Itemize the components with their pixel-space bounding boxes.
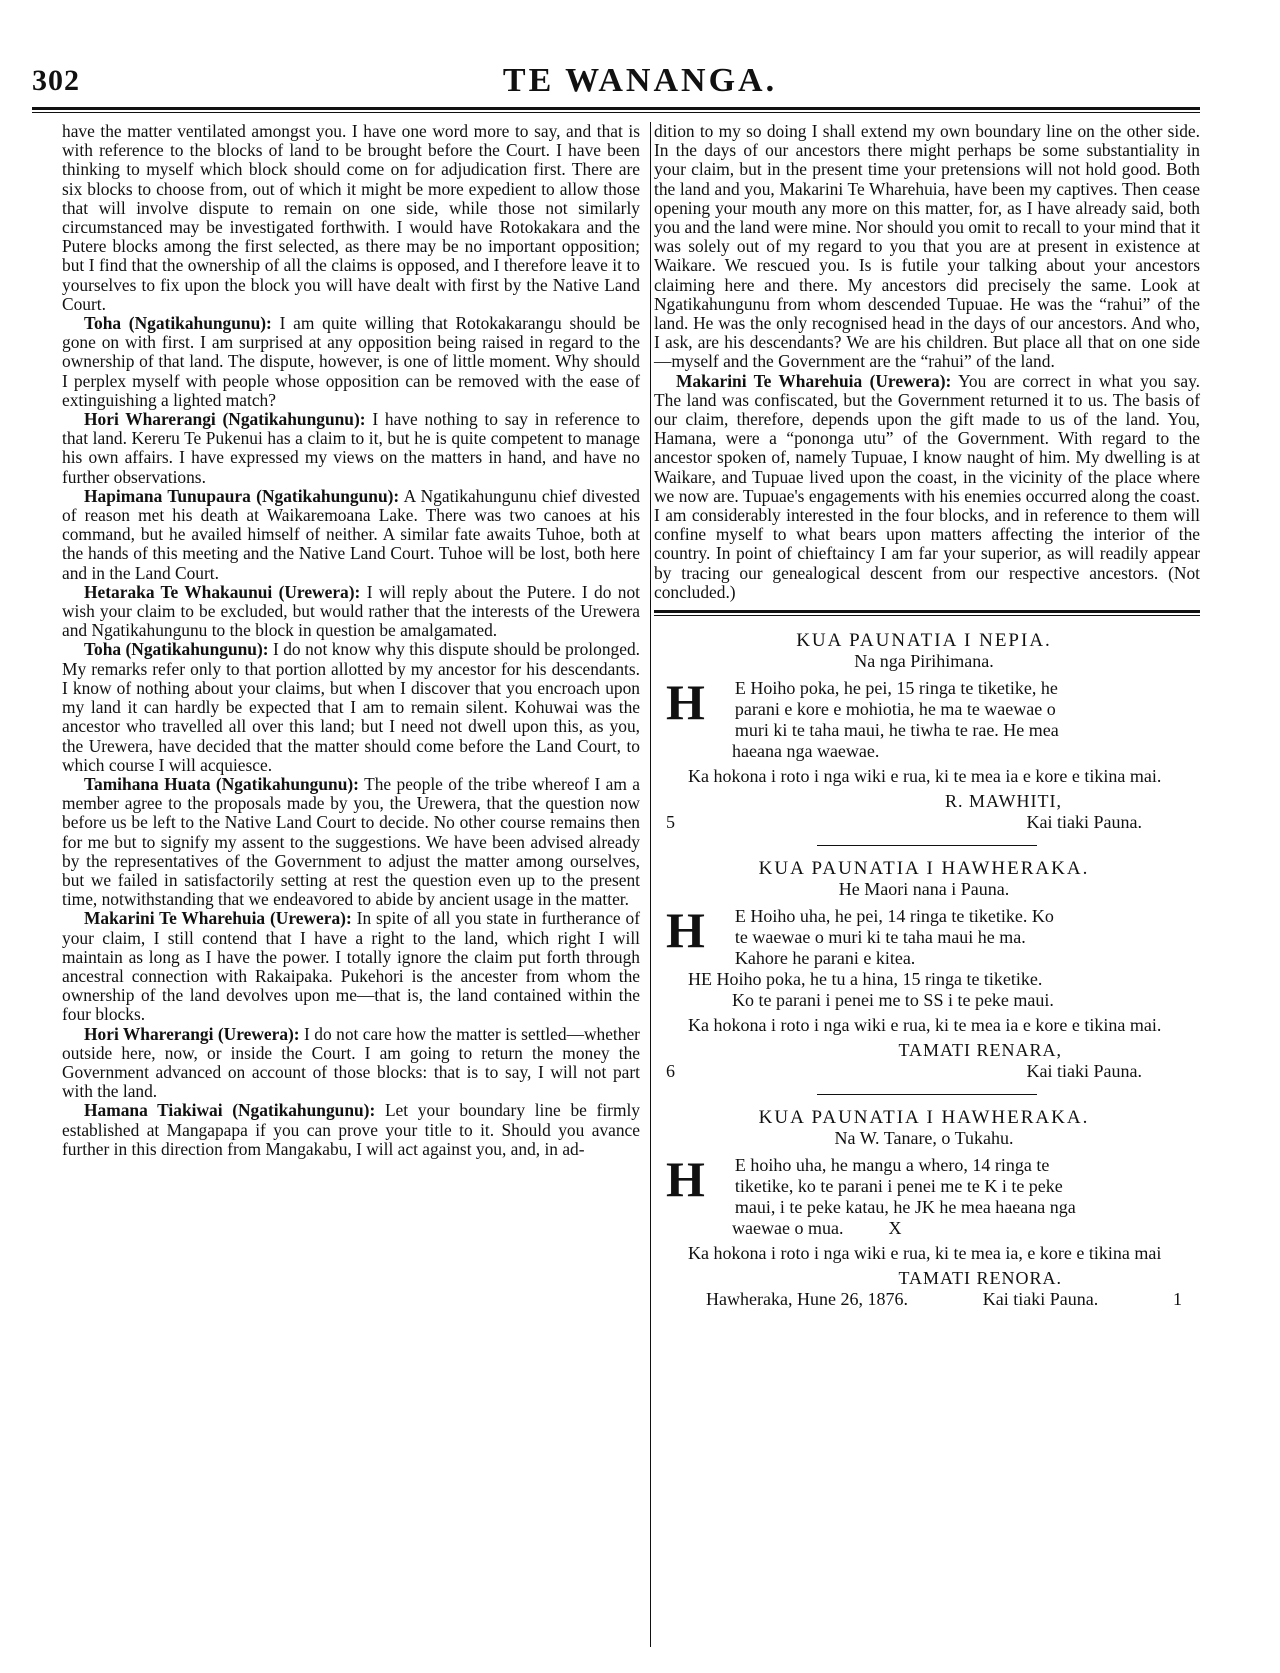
article-paragraph	[62, 775, 640, 909]
pound-notice	[654, 1107, 1200, 1310]
notice-sign-row	[666, 1061, 1182, 1082]
article-paragraph	[62, 583, 640, 641]
paragraph-text: The people of the tribe whereof I am a member agree to the proposals made by you, the Urewera, that the question now before us be left to the Native Land Court to decide. No other course remains then for me but to signify my assent to the suggestions. We have been advised already by the representatives of the Government to adjust the matter among ourselves, but we failed in satisfactorily setting at rest the question even up to the present time, notwithstanding that we endeavored to abide by ancient usage in the matter.	[62, 773, 640, 910]
notice-signer: R. MAWHITI,	[944, 791, 1062, 812]
paragraph-text: I do not care how the matter is settled—whether outside here, now, or inside the Court. I am going to return the money the Government advanced on account of those blocks: that is to say, I will not part with the land.	[62, 1023, 640, 1102]
notice-role: Kai tiaki Pauna.	[1026, 1061, 1142, 1082]
notice-sale-text: Ka hokona i roto i nga wiki e rua, ki te mea ia e kore e tikina mai.	[688, 766, 1162, 787]
paragraph-text: dition to my so doing I shall extend my own boundary line on the other side. In the days of our ancestors there might perhaps be some substantiality in your claim, but in the present time your pretensions will not hold good. Both the land and you, Makarini Te Wharehuia, have been my captives. Then cease opening your mouth any more on this matter, for, as I have already said, both you and the land were mine. Nor should you omit to recall to your mind that it was solely out of my regard to you that you are at present in existence at Waikare. We rescued you. Is is futile your talking about your ancestors claiming here and there. My ancestors did precisely the same. Look at Ngatikahungunu from whom descended Tupuae. He was the “rahui” of the land. He was the only recognised head in the days of our ancestors. And who, I ask, are his descendants? We are his children. But place all that on one side—myself and the Government are the “rahui” of the land.	[654, 121, 1200, 372]
notice-sign-row	[666, 812, 1182, 833]
article-paragraph	[62, 314, 640, 410]
notice-sale-text: Ka hokona i roto i nga wiki e rua, ki te mea ia e kore e tikina mai.	[688, 1015, 1162, 1036]
paragraph-text: A Ngatikahungunu chief divested of reason met his death at Waikaremoana Lake. There was two canoes at his command, but he availed himself of neither. A similar fate awaits Tuhoe, both at the hands of this meeting and the Native Land Court. Tuhoe will be lost, both here and in the Land Court.	[62, 485, 640, 583]
article-paragraph	[62, 487, 640, 583]
notice-separator	[817, 1094, 1037, 1095]
paragraph-text: have the matter ventilated amongst you. I have one word more to say, and that is with reference to the blocks of land to be brought before the Court. I have been thinking to myself which block should come on for adjudication first. There are six blocks to choose from, out of which it might be more expedient to allow those that will involve dispute to remain on one side, while those not similarly circumstanced may be investigated forthwith. I would have Rotokakara and the Putere blocks among the first selected, as there may be no important opposition; but I find that the ownership of all the claims is opposed, and I therefore leave it to yourselves to fix upon the block you will have dealt with first by the Native Land Court.	[62, 121, 640, 314]
notice-separator	[817, 845, 1037, 846]
page-header	[0, 0, 1280, 110]
drop-cap: H	[666, 1151, 705, 1208]
pound-notice	[654, 630, 1200, 833]
page-number: 302	[32, 64, 80, 97]
speaker-name: Hapimana Tunupaura (Ngatikahungunu):	[84, 485, 400, 506]
speaker-name: Hori Wharerangi (Ngatikahungunu):	[84, 409, 366, 430]
article-paragraph	[654, 122, 1200, 372]
drop-cap: H	[666, 674, 705, 731]
notice-subtitle: He Maori nana i Pauna.	[838, 879, 1010, 900]
paragraph-text: I have nothing to say in reference to that land. Kereru Te Pukenui has a claim to it, but he is quite competent to manage his own affairs. I have expressed my views on the matters in hand, and have no further observations.	[62, 409, 640, 487]
notice-date: Hawheraka, Hune 26, 1876.	[706, 1289, 908, 1310]
notice-body	[666, 674, 1182, 762]
notice-number: 6	[666, 1061, 675, 1082]
notice-subtitle: Na W. Tanare, o Tukahu.	[834, 1128, 1014, 1149]
notice-line: E Hoiho poka, he pei, 15 ringa te tiketike, he	[734, 678, 1058, 699]
notice-signer: TAMATI RENARA,	[898, 1040, 1062, 1061]
notice-line: E hoiho uha, he mangu a whero, 14 ringa te	[734, 1155, 1050, 1176]
drop-cap: H	[666, 902, 705, 959]
notice-subtitle: Na nga Pirihimana.	[854, 651, 994, 672]
notice-title: KUA PAUNATIA I HAWHERAKA.	[758, 858, 1090, 880]
column-divider	[650, 122, 651, 1647]
speaker-name: Makarini Te Wharehuia (Urewera):	[676, 370, 952, 391]
notice-number: 5	[666, 812, 675, 833]
notice-body	[666, 902, 1182, 1011]
notice-line: haeana nga waewae.	[732, 741, 880, 762]
paragraph-text: I am quite willing that Rotokakarangu should be gone on with first. I am surprised at any opposition being raised in regard to the ownership of that land. The dispute, however, is one of little moment. Why should I perplex myself with people whose opposition can be removed with the ease of extinguishing a lighted match?	[62, 313, 641, 410]
speaker-name: Makarini Te Wharehuia (Urewera):	[84, 908, 352, 929]
speaker-name: Hamana Tiakiwai (Ngatikahungunu):	[84, 1100, 376, 1121]
notice-line: HE Hoiho poka, he tu a hina, 15 ringa te tiketike.	[688, 969, 1043, 990]
speaker-name: Hetaraka Te Whakaunui (Urewera):	[84, 581, 361, 602]
paragraph-text: I will reply about the Putere. I do not wish your claim to be excluded, but would rather that the interests of the Urewera and Ngatikahungunu to the block in question be amalgamated.	[62, 581, 641, 641]
notice-line: Ko te parani i penei me to SS i te peke maui.	[732, 990, 1054, 1011]
masthead-title: TE WANANGA.	[502, 62, 778, 99]
notice-line: te waewae o muri ki te taha maui he ma.	[734, 927, 1026, 948]
article-paragraph	[62, 640, 640, 774]
notice-role: Kai tiaki Pauna.	[982, 1289, 1099, 1310]
right-column	[654, 122, 1200, 1310]
article-paragraph	[62, 909, 640, 1024]
notice-role: Kai tiaki Pauna.	[1026, 812, 1142, 833]
paragraph-text: Let your boundary line be firmly established at Mangapapa if you can prove your title to it. Should you avance further in this direction from Mangakabu, I will act against you, and, in ad-	[62, 1100, 640, 1159]
notice-line: Kahore he parani e kitea.	[734, 948, 916, 969]
notice-body	[666, 1151, 1182, 1239]
header-rule-thin	[32, 112, 1200, 113]
notice-line: tiketike, ko te parani i penei me te K i te peke	[734, 1176, 1063, 1197]
header-rule	[32, 107, 1200, 110]
article-paragraph	[62, 122, 640, 314]
notice-title: KUA PAUNATIA I HAWHERAKA.	[758, 1107, 1090, 1129]
notice-number: 1	[1172, 1289, 1182, 1310]
notice-title: KUA PAUNATIA I NEPIA.	[796, 630, 1052, 652]
paragraph-text: I do not know why this dispute should be prolonged. My remarks refer only to that portion allotted by my ancestor for his descendants. I know of nothing about your claims, but when I discover that you encroach upon my land it can hardly be expected that I am to remain silent. Kohuwai was the ancestor who travelled all over this land; but I need not dwell upon this, as you, the Urewera, have decided that the matter should come before the Land Court, to which course I will acquiesce.	[62, 639, 640, 775]
section-rule-thin	[654, 615, 1200, 616]
speaker-name: Tamihana Huata (Ngatikahungunu):	[84, 773, 359, 794]
article-paragraph	[654, 372, 1200, 602]
left-column	[62, 122, 640, 1159]
notice-sale-text: Ka hokona i roto i nga wiki e rua, ki te mea ia, e kore e tikina mai	[688, 1243, 1162, 1264]
paragraph-text: You are correct in what you say. The land was confiscated, but the Government returned it to us. The basis of our claim, therefore, depends upon the gift made to us of the land. You, Hamana, were a “pononga utu” of the Government. With regard to the ancestor spoken of, namely Tupuae, I know naught of him. My dwelling is at Waikare, and Tupuae lived upon the coast, in the vicinity of the place where we now are. Tupuae's engagements with his enemies occurred along the coast. I am considerably interested in the four blocks, and in reference to them will confine myself to what bears upon matters affecting the interior of the country. In point of chieftaincy I am far your superior, as will readily appear by tracing our genealogical descent from our respective ancestors. (Not concluded.)	[654, 370, 1201, 602]
speaker-name: Hori Wharerangi (Urewera):	[84, 1023, 300, 1044]
paragraph-text: In spite of all you state in furtherance of your claim, I still contend that I have a right to the land, which right I will maintain as long as I have the power. I totally ignore the claim put forth through ancestral connection with Rakaipaka. Pukehori is the ancester from whom the ownership of the land devolves upon me—that is, the land contained within the four blocks.	[62, 908, 641, 1025]
speaker-name: Toha (Ngatikahungunu):	[84, 313, 272, 334]
pound-notice	[654, 858, 1200, 1082]
notice-line: maui, i te peke katau, he JK he mea haeana nga	[734, 1197, 1076, 1218]
notice-line: parani e kore e mohiotia, he ma te waewae o	[734, 699, 1056, 720]
article-paragraph	[62, 410, 640, 487]
notice-signer: TAMATI RENORA.	[898, 1268, 1062, 1289]
speaker-name: Toha (Ngatikahungunu):	[84, 639, 269, 660]
article-paragraph	[62, 1025, 640, 1102]
notice-sign-row	[666, 1289, 1182, 1310]
notice-line: E Hoiho uha, he pei, 14 ringa te tiketike. Ko	[734, 906, 1054, 927]
article-paragraph	[62, 1101, 640, 1159]
section-rule	[654, 610, 1200, 613]
notice-line: waewae o mua. X	[732, 1218, 902, 1239]
notice-line: muri ki te taha maui, he tiwha te rae. He mea	[734, 720, 1059, 741]
